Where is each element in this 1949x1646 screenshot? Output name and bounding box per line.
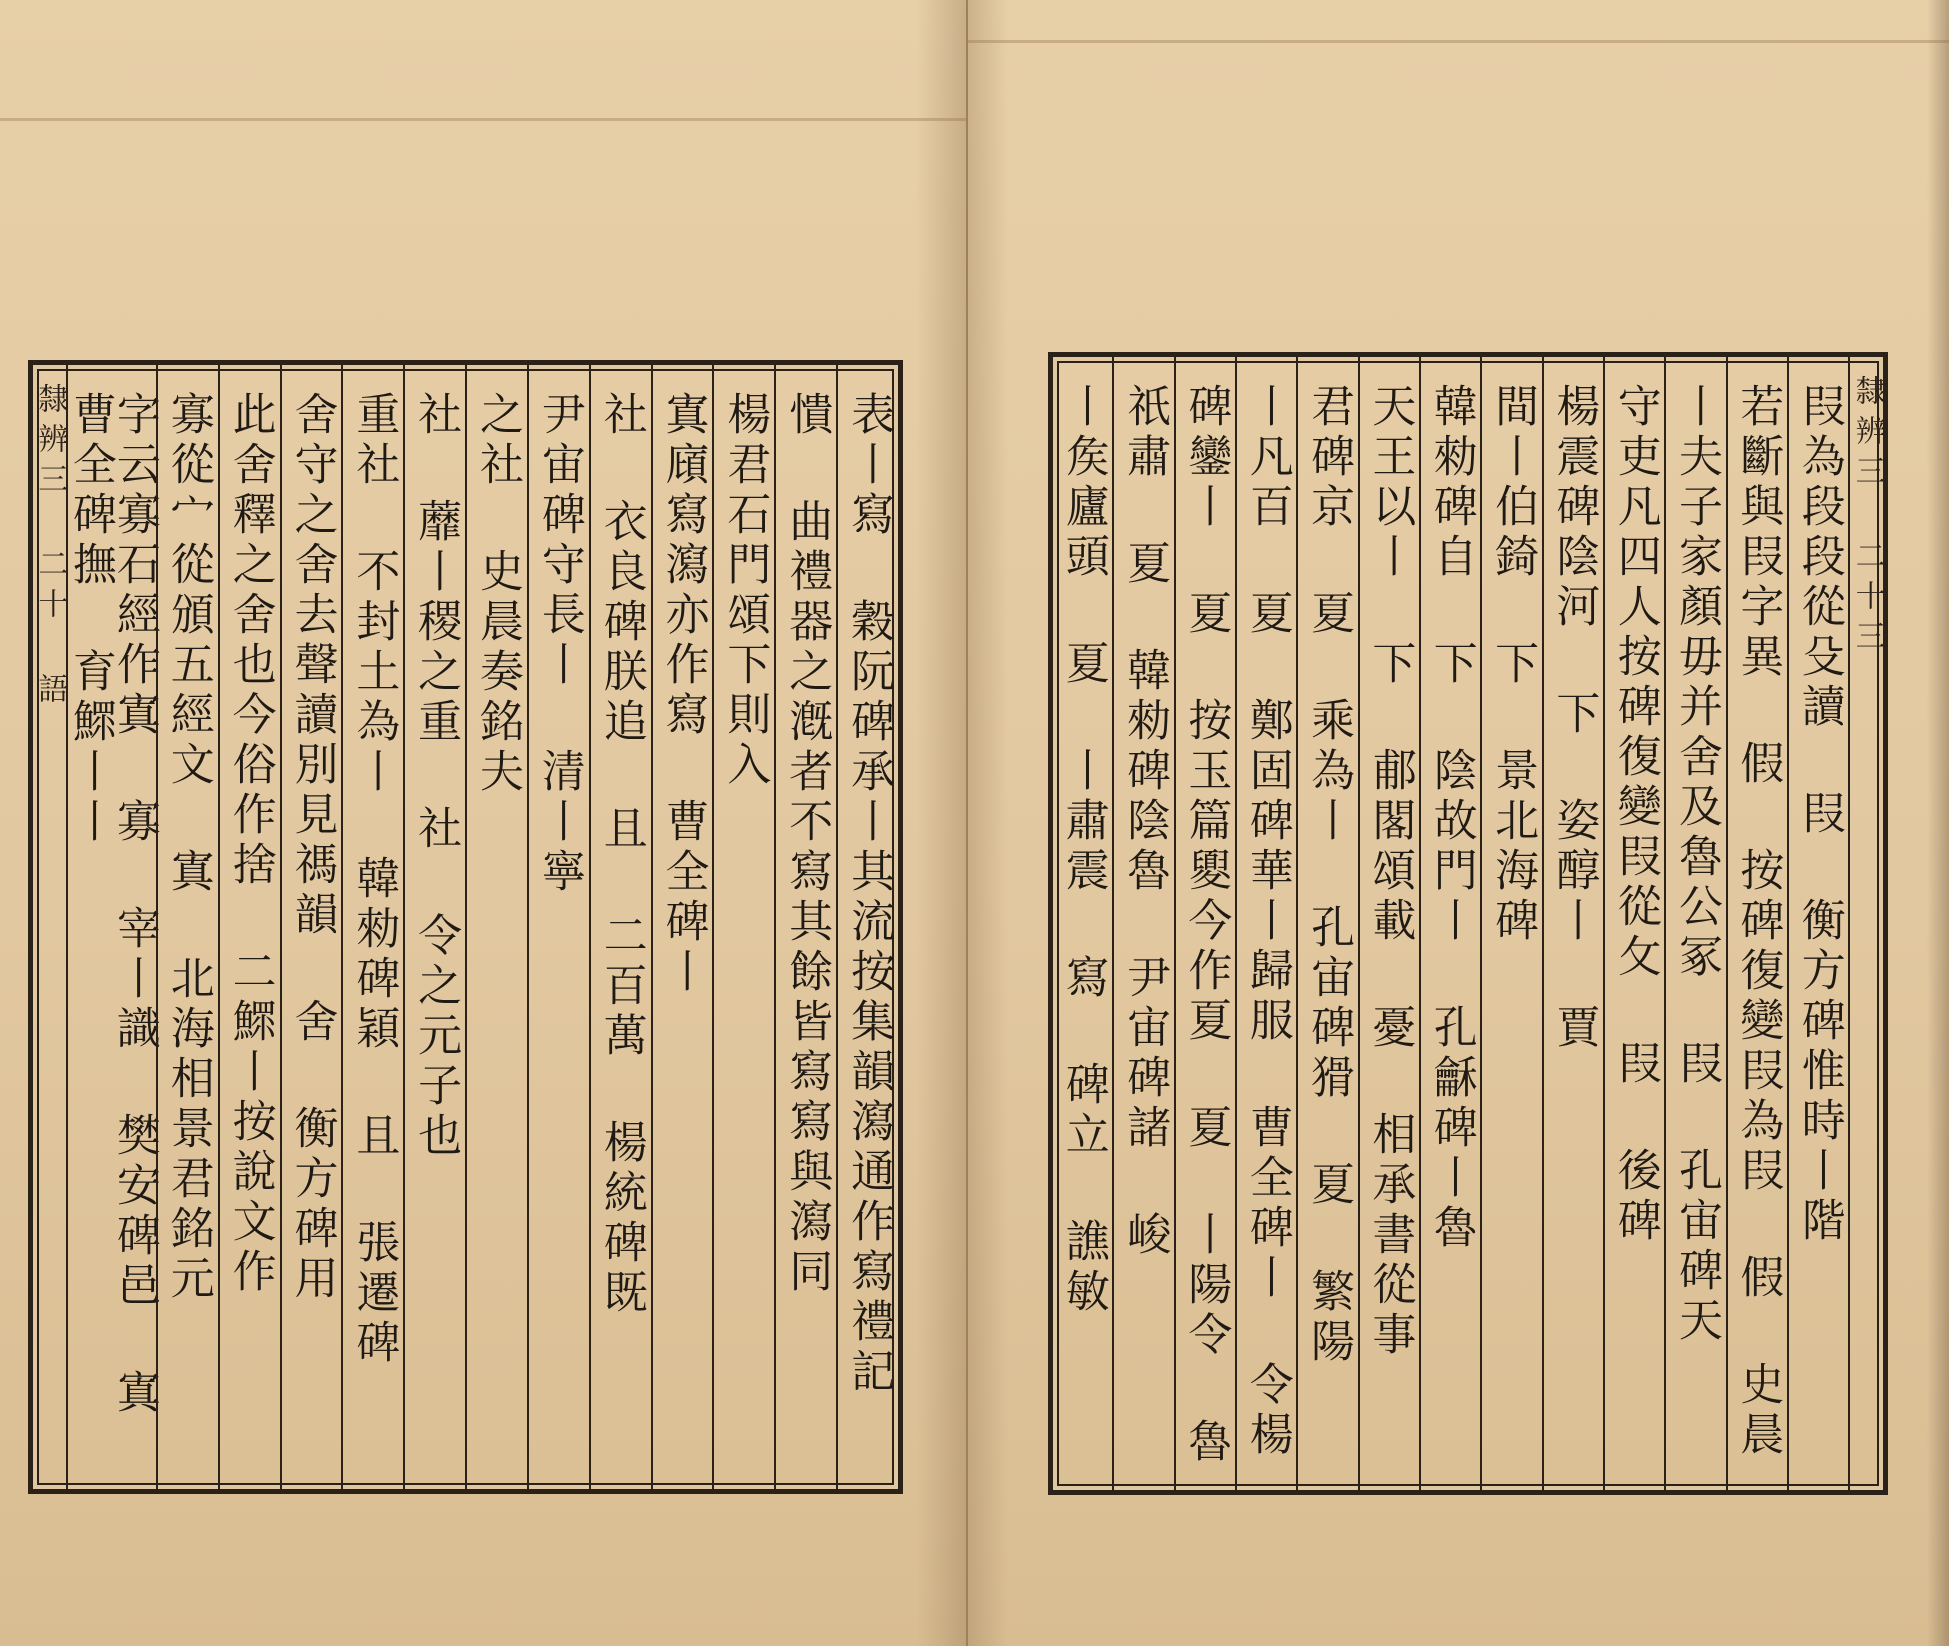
text-column: 舍守之舍去聲讀別見禡韻 舍 衡方碑用 [280, 365, 342, 1489]
text-column: 憒 曲禮器之漑者不寫其餘皆寫寫與瀉同 [774, 365, 836, 1489]
text-column: 丨夫子家顏毋并舍及魯公冢 叚 孔宙碑天 [1664, 357, 1725, 1490]
gutter-shadow [968, 0, 1008, 1646]
text-column: 表丨寫 穀阮碑承丨其流按集韻瀉通作寫禮記 [836, 365, 898, 1489]
text-column: 社 蘼丨稷之重 社 令之元子也 [403, 365, 465, 1489]
text-column: 之社 史晨奏銘夫 [465, 365, 527, 1489]
text-column: 叚為段段從殳讀 叚 衡方碑惟時丨階 [1787, 357, 1848, 1490]
text-column: 此舍釋之舍也今俗作捨 二鰥丨按說文作 [218, 365, 280, 1489]
text-column: 若斷與叚字異 假 按碑復變叚為叚 假 史晨 [1726, 357, 1787, 1490]
text-column: 韓勑碑自 下 陰故門丨 孔龢碑丨魯 [1419, 357, 1480, 1490]
text-column: 天王以丨 下 郙閣頌載 憂 相承書從事 [1358, 357, 1419, 1490]
text-column: 字云寡石經作寘 寡 宰丨識 樊安碑邑 寘 曹全碑撫 育鰥丨丨 [66, 365, 156, 1489]
text-column: 間丨伯錡 下 景北海碑 [1480, 357, 1541, 1490]
left-page [0, 0, 968, 1646]
text-column: 社 衣良碑朕追 且 二百萬 楊統碑既 [589, 365, 651, 1489]
text-columns [33, 365, 898, 1489]
page-edge [1927, 0, 1949, 1646]
margin-column: 隸辨三 二十三 [1848, 357, 1883, 1490]
paper-crease [968, 40, 1949, 43]
text-column: 楊震碑陰河 下 姿醇丨 賈 [1542, 357, 1603, 1490]
paper-crease [0, 118, 966, 121]
text-column: 尹宙碑守長丨 清丨寧 [527, 365, 589, 1489]
text-column: 重社 不封土為丨 韓勑碑穎 且 張遷碑 [341, 365, 403, 1489]
printed-frame [28, 360, 903, 1494]
text-column: 祇肅 夏 韓勑碑陰魯 尹宙碑諸 峻 [1112, 357, 1173, 1490]
text-column: 丨凡百 夏 鄭固碑華丨歸服 曹全碑丨 令楊 [1235, 357, 1296, 1490]
text-column: 寡從宀從頒五經文 寘 北海相景君銘元 [156, 365, 218, 1489]
text-columns [1053, 357, 1883, 1490]
margin-column: 隸辨三 二十 語 [32, 383, 68, 713]
text-column: 守吏凡四人按碑復變叚從攵 叚 後碑 [1603, 357, 1664, 1490]
text-column: 碑鑾丨 夏 按玉篇夓今作夏 夏 丨陽令 魯 [1174, 357, 1235, 1490]
text-column: 楊君石門頌下則入 [712, 365, 774, 1489]
text-column: 君碑京 夏 乘為丨 孔宙碑猾 夏 繁陽 [1296, 357, 1357, 1490]
text-column: 寘廎寫瀉亦作寫 曹全碑丨 [651, 365, 713, 1489]
right-page [968, 0, 1949, 1646]
printed-frame [1048, 352, 1888, 1495]
gutter-shadow [916, 0, 966, 1646]
text-column: 丨矦廬頭 夏 丨肅震 寫 碑立 譙敏 [1057, 383, 1109, 1318]
